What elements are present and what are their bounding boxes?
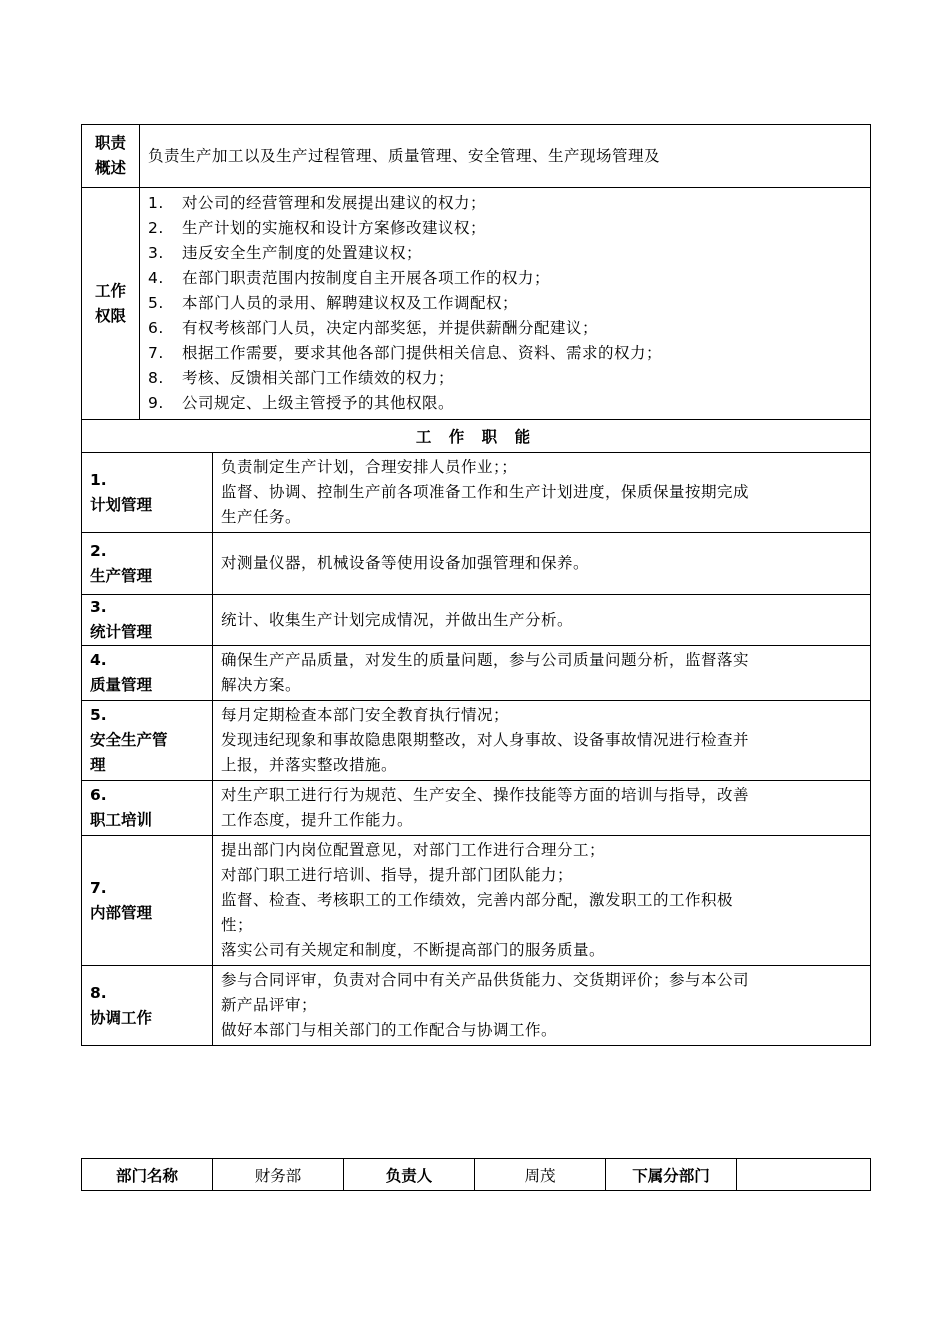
authority-item-number: 3. xyxy=(148,244,164,262)
function-description-line: 工作态度，提升工作能力。 xyxy=(221,811,414,829)
function-description-line: 参与合同评审，负责对合同中有关产品供货能力、交货期评价；参与本公司 xyxy=(221,971,750,989)
function-description xyxy=(213,646,871,701)
function-number: 3. xyxy=(90,598,107,616)
function-label xyxy=(82,966,213,1046)
authority-item-text: 本部门人员的录用、解聘建议权及工作调配权； xyxy=(182,294,519,312)
function-number: 5. xyxy=(90,706,107,724)
authority-item xyxy=(148,216,870,241)
function-description xyxy=(213,836,871,966)
function-description-line: 对部门职工进行培训、指导，提升部门团队能力； xyxy=(221,866,574,884)
function-description-line: 对测量仪器，机械设备等使用设备加强管理和保养。 xyxy=(221,554,590,572)
authority-list xyxy=(140,188,870,419)
function-row xyxy=(82,646,871,701)
function-row xyxy=(82,595,871,646)
authority-item-text: 对公司的经营管理和发展提出建议的权力； xyxy=(182,194,487,212)
authority-item xyxy=(148,291,870,316)
authority-item-number: 5. xyxy=(148,294,164,312)
authority-item-text: 根据工作需要，要求其他各部门提供相关信息、资料、需求的权力； xyxy=(182,344,663,362)
function-label xyxy=(82,701,213,781)
function-label xyxy=(82,595,213,646)
function-row xyxy=(82,966,871,1046)
authority-item-number: 9. xyxy=(148,394,164,412)
function-description-line: 做好本部门与相关部门的工作配合与协调工作。 xyxy=(221,1021,558,1039)
functions-title: 工 作 职 能 xyxy=(82,420,871,453)
authority-item-text: 考核、反馈相关部门工作绩效的权力； xyxy=(182,369,455,387)
authority-item xyxy=(148,341,870,366)
function-number: 4. xyxy=(90,651,107,669)
function-description-line: 上报，并落实整改措施。 xyxy=(221,756,398,774)
overview-label-line1: 职责 xyxy=(94,134,126,152)
overview-text: 负责生产加工以及生产过程管理、质量管理、安全管理、生产现场管理及 xyxy=(140,125,871,188)
function-description-line: 监督、协调、控制生产前各项准备工作和生产计划进度，保质保量按期完成 xyxy=(221,483,750,501)
authority-item-number: 7. xyxy=(148,344,164,362)
function-description-line: 新产品评审； xyxy=(221,996,318,1014)
overview-label-line2: 概述 xyxy=(94,159,126,177)
authority-item-number: 1. xyxy=(148,194,164,212)
authority-item-text: 违反安全生产制度的处置建议权； xyxy=(182,244,423,262)
authority-item-text: 生产计划的实施权和设计方案修改建议权； xyxy=(182,219,487,237)
function-description xyxy=(213,781,871,836)
functions-title-row xyxy=(82,420,871,453)
function-description-line: 解决方案。 xyxy=(221,676,302,694)
function-description-line: 发现违纪现象和事故隐患限期整改，对人身事故、设备事故情况进行检查并 xyxy=(221,731,750,749)
authority-item-text: 有权考核部门人员，决定内部奖惩，并提供薪酬分配建议； xyxy=(182,319,599,337)
authority-item xyxy=(148,391,870,416)
department-row xyxy=(82,1159,871,1191)
authority-item xyxy=(148,191,870,216)
function-title: 内部管理 xyxy=(90,903,153,922)
function-description-line: 统计、收集生产计划完成情况，并做出生产分析。 xyxy=(221,610,574,629)
function-description xyxy=(213,453,871,533)
department-manager-label: 负责人 xyxy=(344,1159,475,1191)
function-title: 协调工作 xyxy=(90,1008,153,1027)
function-row xyxy=(82,701,871,781)
department-table xyxy=(81,1158,871,1191)
function-number: 8. xyxy=(90,983,107,1002)
function-description-line: 生产任务。 xyxy=(221,508,302,526)
function-label xyxy=(82,836,213,966)
function-title: 质量管理 xyxy=(90,676,153,694)
function-row xyxy=(82,533,871,595)
function-row xyxy=(82,836,871,966)
function-description xyxy=(213,533,871,595)
function-title: 统计管理 xyxy=(90,623,153,641)
department-sub-value xyxy=(737,1159,871,1191)
authority-row xyxy=(82,188,871,420)
overview-label xyxy=(82,125,140,188)
function-number: 1. xyxy=(90,470,107,489)
function-description-line: 确保生产产品质量，对发生的质量问题，参与公司质量问题分析，监督落实 xyxy=(221,651,750,669)
function-description-line: 性； xyxy=(221,916,254,934)
function-label xyxy=(82,533,213,595)
function-description-line: 提出部门内岗位配置意见，对部门工作进行合理分工； xyxy=(221,841,606,859)
overview-row xyxy=(82,125,871,188)
function-number: 7. xyxy=(90,878,107,897)
function-description-line: 对生产职工进行行为规范、生产安全、操作技能等方面的培训与指导，改善 xyxy=(221,786,750,804)
authority-item-text: 公司规定、上级主管授予的其他权限。 xyxy=(182,394,455,412)
authority-item-text: 在部门职责范围内按制度自主开展各项工作的权力； xyxy=(182,269,551,287)
authority-item xyxy=(148,266,870,291)
authority-item xyxy=(148,316,870,341)
function-description-line: 每月定期检查本部门安全教育执行情况； xyxy=(221,706,510,724)
authority-label xyxy=(82,188,140,420)
function-description xyxy=(213,701,871,781)
function-label xyxy=(82,781,213,836)
function-title: 生产管理 xyxy=(90,566,153,585)
function-label xyxy=(82,646,213,701)
job-responsibility-table xyxy=(81,124,871,1046)
authority-item xyxy=(148,366,870,391)
function-title: 计划管理 xyxy=(90,495,153,514)
authority-label-line2: 权限 xyxy=(94,306,126,325)
department-sub-label: 下属分部门 xyxy=(606,1159,737,1191)
function-number: 6. xyxy=(90,786,107,804)
function-description xyxy=(213,595,871,646)
function-description xyxy=(213,966,871,1046)
function-description-line: 监督、检查、考核职工的工作绩效，完善内部分配，激发职工的工作积极 xyxy=(221,891,734,909)
authority-item xyxy=(148,241,870,266)
department-name-label: 部门名称 xyxy=(82,1159,213,1191)
function-row xyxy=(82,453,871,533)
authority-item-number: 2. xyxy=(148,219,164,237)
function-row xyxy=(82,781,871,836)
authority-item-number: 6. xyxy=(148,319,164,337)
authority-label-line1: 工作 xyxy=(94,281,126,300)
function-description-line: 负责制定生产计划，合理安排人员作业；； xyxy=(221,458,518,476)
function-description-line: 落实公司有关规定和制度，不断提高部门的服务质量。 xyxy=(221,941,606,959)
functions-body xyxy=(82,453,871,1046)
function-title: 安全生产管理 xyxy=(90,731,168,774)
authority-list-cell xyxy=(140,188,871,420)
department-manager-value: 周茂 xyxy=(475,1159,606,1191)
department-name-value: 财务部 xyxy=(213,1159,344,1191)
function-number: 2. xyxy=(90,541,107,560)
function-title: 职工培训 xyxy=(90,811,153,829)
authority-item-number: 8. xyxy=(148,369,164,387)
authority-item-number: 4. xyxy=(148,269,164,287)
function-label xyxy=(82,453,213,533)
